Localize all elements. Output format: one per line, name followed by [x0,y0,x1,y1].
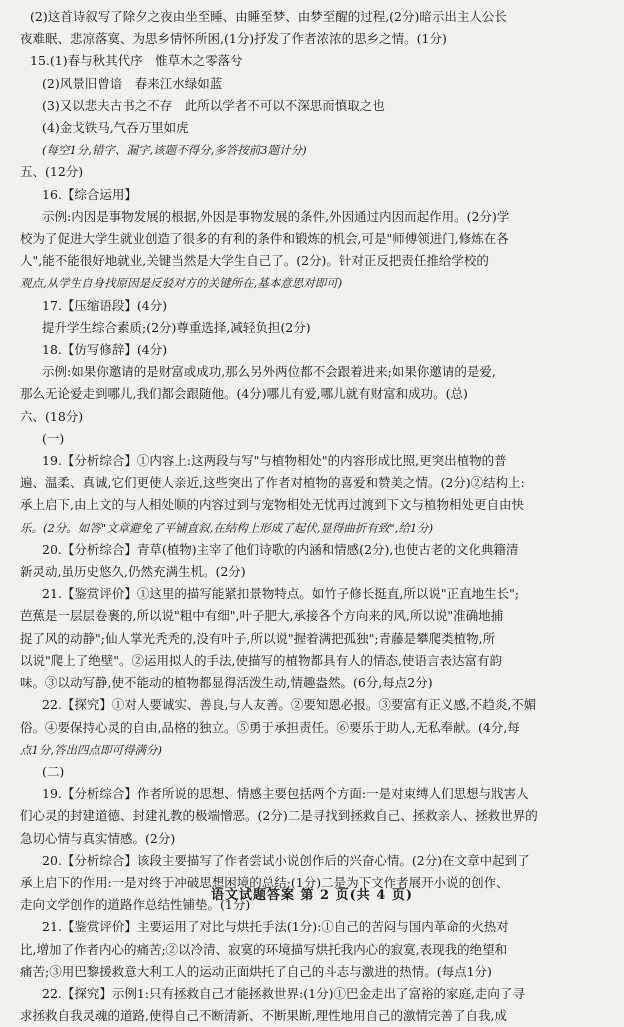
text-line: 乐。(2分。如答"文章避免了平铺直叙,在结构上形成了起伏,显得曲折有致",给1分) [20,520,434,535]
text-line: 痛苦;③用巴黎援救意大利工人的运动正面烘托了自己的斗志与激进的热情。(每点1分) [20,963,492,979]
text-line: 比,增加了作者内心的痛苦;②以冷清、寂寞的环境描写烘托我内心的寂寞,表现我的绝望和 [20,941,508,957]
text-line: (二) [42,763,65,779]
text-line: 21.【鉴赏评价】①这里的描写能紧扣景物特点。如竹子修长挺直,所以说"正直地生长"; [42,586,520,602]
text-line: 夜难眠、悲凉落寞、为思乡情怀所困,(1分)抒发了作者浓浓的思乡之情。(1分) [20,31,447,47]
answer-content [20,6,606,1027]
text-line: (4)金戈铁马,气吞万里如虎 [42,120,189,136]
text-line: (2)这首诗叙写了除夕之夜由坐至睡、由睡至梦、由梦至醒的过程,(2分)暗示出主人公长 [30,9,507,24]
text-line: 示例:如果你邀请的是财富或成功,那么另外两位都不会跟着进来;如果你邀请的是爱, [42,364,496,380]
text-line: (3)又以悲夫古书之不存 此所以学者不可以不深思而慎取之也 [42,97,385,113]
text-line: 味。③以动写静,使不能动的植物都显得活泼生动,情趣盎然。(6分,每点2分) [20,675,433,691]
text-line: 六、(18分) [20,408,84,424]
text-line: 捉了风的动静";仙人掌光秃秃的,没有叶子,所以说"握着满把孤独";青藤是攀爬类植物,所 [20,630,496,646]
text-line: 五、(12分) [20,164,84,180]
text-line: 19.【分析综合】①内容上:这两段与写"与植物相处"的内容形成比照,更突出植物的普 [42,453,507,469]
text-line: 点1分,答出四点即可得满分) [20,742,162,757]
text-line: 承上启下的作用:一是对终于冲破思想困境的总结;(1分)二是为下文作者展开小说的创作、 [20,874,509,890]
text-line: 15.(1)春与秋其代序 惟草木之零落兮 [30,53,243,69]
text-line: 走向文学创作的道路作总结性铺垫。(1分) [20,897,251,913]
text-line: (2)风景旧曾谙 春来江水绿如蓝 [42,75,223,91]
text-line: 20.【分析综合】该段主要描写了作者尝试小说创作后的兴奋心情。(2分)在文章中起到了 [42,852,530,868]
text-line: 18.【仿写修辞】(4分) [42,342,168,358]
text-line: 示例:内因是事物发展的根据,外因是事物发展的条件,外因通过内因而起作用。(2分)学 [42,208,510,224]
text-line: 们心灵的封建道德、封建礼教的极端憎恶。(2分)二是寻找到拯救自己、拯救亲人、拯救世界的 [20,808,538,824]
page-footer: 语文试题答案 第 2 页(共 4 页) [210,888,414,903]
text-line: (一) [42,430,65,446]
text-line: 遍、温柔、真诚,它们更使人亲近,这些突出了作者对植物的喜爱和赞美之情。(2分)②结构上: [20,475,525,491]
text-line: 19.【分析综合】作者所说的思想、情感主要包括两个方面:一是对束缚人们思想与戕害人 [42,786,529,802]
text-line: 校为了促进大学生就业创造了很多的有利的条件和锻炼的机会,可是"师傅领进门,修炼在各 [20,231,509,247]
text-line: 提升学生综合素质;(2分)尊重选择,减轻负担(2分) [42,319,311,335]
text-line: (每空1分,错字、漏字,该题不得分,多答按前3题计分) [42,143,307,158]
text-line: 20.【分析综合】青草(植物)主宰了他们诗歌的内涵和情感(2分),也使古老的文化典籍清 [42,541,519,557]
text-line: 22.【探究】示例1:只有拯救自己才能拯救世界:(1分)①巴金走出了富裕的家庭,走向了寻 [42,985,525,1001]
text-line: 17.【压缩语段】(4分) [42,297,168,313]
text-line: 16.【综合运用】 [42,186,137,202]
text-line: 观点,从学生自身找原因是反驳对方的关键所在,基本意思对即可) [20,276,343,291]
text-line: 以说"爬上了绝壁"。②运用拟人的手法,使描写的植物都具有人的情态,使语言表达富有韵 [20,652,502,668]
text-line: 22.【探究】①对人要诚实、善良,与人友善。②要知恩必报。③要富有正义感,不趋炎,不媚 [42,697,537,713]
text-line: 芭蕉是一层层卷裹的,所以说"粗中有细",叶子肥大,承接各个方向来的风,所以说"准确地捕 [20,608,504,624]
text-line: 求拯救自我灵魂的道路,使得自己不断清新、不断果断,理性地用自己的激情完善了自我,成 [20,1008,507,1024]
text-line: 那么无论爱走到哪儿,我们都会跟随他。(4分)哪儿有爱,哪儿就有财富和成功。(总) [20,386,468,402]
text-line: 新灵动,虽历史悠久,仍然充满生机。(2分) [20,564,246,580]
text-line: 俗。④要保持心灵的自由,品格的独立。⑤勇于承担责任。⑥要乐于助人,无私奉献。(4分,每 [20,719,520,735]
text-line: 急切心情与真实情感。(2分) [20,830,176,846]
text-line: 承上启下,由上文的与人相处顺的内容过到与宠物相处无忧再过渡到下文与植物相处更自由快 [20,497,524,513]
text-line: 人",能不能很好地就业,关键当然是大学生自己了。(2分)。针对正反把责任推给学校的 [20,253,489,269]
text-line: 21.【鉴赏评价】主要运用了对比与烘托手法(1分):①自己的苦闷与国内革命的火热对 [42,919,509,935]
